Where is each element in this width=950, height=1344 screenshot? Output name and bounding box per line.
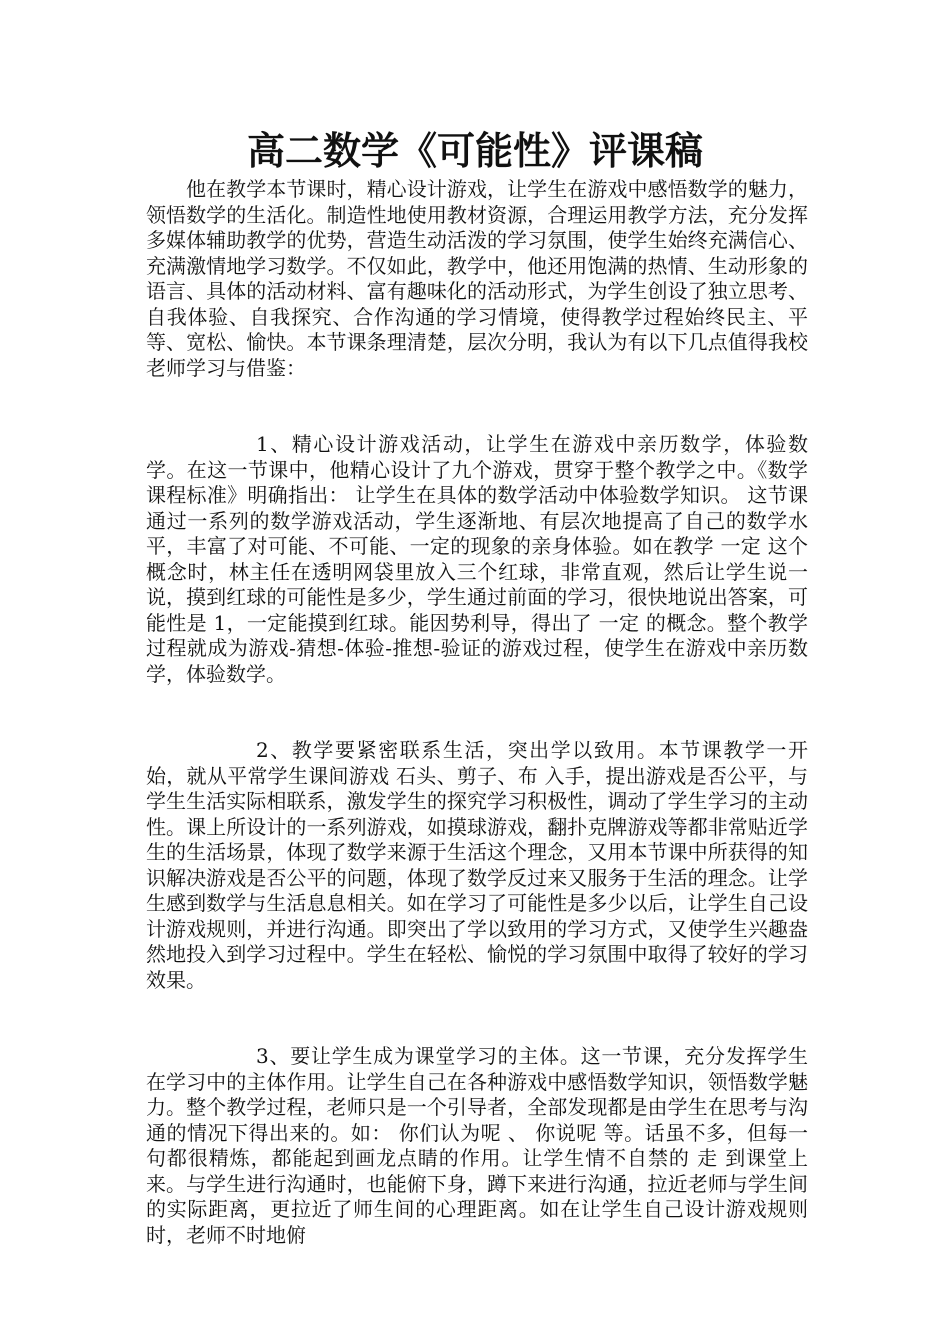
- paragraph-spacer: [146, 407, 808, 433]
- point-3-paragraph: 3、要让学生成为课堂学习的主体。这一节课，充分发挥学生在学习中的主体作用。让学生自己在各种游戏中感悟数学知识，领悟数学魅力。整个教学过程，老师只是一个引导者，全部发现都是由学生在思考与沟通的情况下得出来的。如： 你们认为呢 、 你说呢 等。话虽不多，但每一句都很精炼，都能起到画龙点睛的作用。让学生情不自禁的 走 到课堂上来。与学生进行沟通时，也能俯下身，蹲下来进行沟通，拉近老师与学生间的实际距离，更拉近了师生间的心理距离。如在让学生自己设计游戏规则时，老师不时地俯: [146, 1044, 808, 1247]
- point-2-paragraph: 2、教学要紧密联系生活，突出学以致用。本节课教学一开始，就从平常学生课间游戏 石头、剪子、布 入手，提出游戏是否公平，与学生生活实际相联系，激发学生的探究学习积极性，调动了学生学习的主动性。课上所设计的一系列游戏，如摸球游戏，翻扑克牌游戏等都非常贴近学生的生活场景，体现了数学来源于生活这个理念，又用本节课中所获得的知识解决游戏是否公平的问题，体现了数学反过来又服务于生活的理念。让学生感到数学与生活息息相关。如在学习了可能性是多少以后，让学生自己设计游戏规则，并进行沟通。即突出了学以致用的学习方式，又使学生兴趣盎然地投入到学习过程中。学生在轻松、愉悦的学习氛围中取得了较好的学习效果。: [146, 738, 808, 992]
- paragraph-spacer: [146, 1019, 808, 1045]
- intro-paragraph: 他在教学本节课时，精心设计游戏，让学生在游戏中感悟数学的魅力，领悟数学的生活化。制造性地使用教材资源，合理运用教学方法，充分发挥多媒体辅助教学的优势，营造生动活泼的学习氛围，使学生始终充满信心、充满激情地学习数学。不仅如此，教学中，他还用饱满的热情、生动形象的语言、具体的活动材料、富有趣味化的活动形式，为学生创设了独立思考、自我体验、自我探究、合作沟通的学习情境，使得教学过程始终民主、平等、宽松、愉快。本节课条理清楚，层次分明，我认为有以下几点值得我校老师学习与借鉴：: [146, 177, 808, 380]
- paragraph-spacer: [146, 687, 808, 713]
- paragraph-spacer: [146, 993, 808, 1019]
- paragraph-spacer: [146, 713, 808, 739]
- paragraph-spacer: [146, 381, 808, 407]
- document-body: [146, 177, 808, 1248]
- document-title: 高二数学《可能性》评课稿: [246, 128, 703, 173]
- point-1-paragraph: 1、精心设计游戏活动，让学生在游戏中亲历数学，体验数学。在这一节课中，他精心设计了九个游戏，贯穿于整个教学之中。《数学课程标准》明确指出： 让学生在具体的数学活动中体验数学知识。 这节课通过一系列的数学游戏活动，学生逐渐地、有层次地提高了自己的数学水平，丰富了对可能、不可能、一定的现象的亲身体验。如在教学 一定 这个概念时，林主任在透明网袋里放入三个红球，非常直观，然后让学生说一说，摸到红球的可能性是多少，学生通过前面的学习，很快地说出答案，可能性是 1，一定能摸到红球。能因势利导，得出了 一定 的概念。整个教学过程就成为游戏-猜想-体验-推想-验证的游戏过程，使学生在游戏中亲历数学，体验数学。: [146, 432, 808, 686]
